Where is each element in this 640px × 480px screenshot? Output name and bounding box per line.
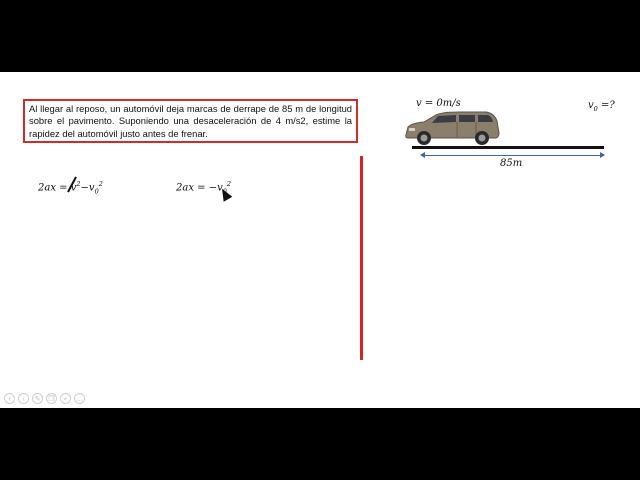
red-divider-line: [360, 156, 363, 360]
more-icon[interactable]: …: [74, 393, 85, 404]
eq1-v0: v: [88, 182, 95, 194]
eq1-v0-sub: 0: [94, 187, 99, 196]
final-velocity-label: v = 0m/s: [416, 98, 461, 109]
distance-label: 85m: [500, 158, 523, 169]
eq1-minus: −: [80, 182, 89, 194]
pen-icon[interactable]: ✎: [32, 393, 43, 404]
v0-sub: 0: [593, 105, 598, 113]
eq2-v0: v: [217, 182, 223, 194]
arrow-left-icon: [420, 152, 425, 158]
v0-symbol: v: [588, 100, 594, 111]
v0-rest: =?: [597, 100, 615, 111]
eq1-v: v: [70, 182, 77, 194]
copy-icon[interactable]: ❐: [46, 393, 57, 404]
ground-line: [412, 146, 604, 149]
presentation-toolbar: [4, 393, 85, 404]
equation-1: [38, 180, 103, 195]
slide-canvas: [0, 72, 640, 408]
eq1-exp: 2: [76, 180, 81, 188]
eq2-v0-sup: 2: [226, 180, 232, 188]
car-icon: [402, 109, 502, 147]
zoom-icon[interactable]: ⌕: [60, 393, 71, 404]
back-icon[interactable]: ‹: [4, 393, 15, 404]
eq2-v0-sub: 0: [222, 187, 227, 196]
problem-text: Al llegar al reposo, un automóvil deja marcas de derrape de 85 m de longitud sobre el pavimento. Suponiendo una desaceleración de 4 m/s2, estime la rapidez del automóvil justo antes de frenar.: [29, 103, 352, 139]
eq2-left: 2ax = −: [176, 182, 218, 194]
eq1-left: 2ax =: [38, 182, 68, 194]
forward-icon[interactable]: ›: [18, 393, 29, 404]
initial-velocity-label: [588, 100, 615, 113]
eq1-v0-sup: 2: [98, 180, 103, 188]
distance-dimension-line: [422, 155, 602, 156]
arrow-right-icon: [600, 152, 605, 158]
problem-statement-box: [23, 99, 358, 143]
